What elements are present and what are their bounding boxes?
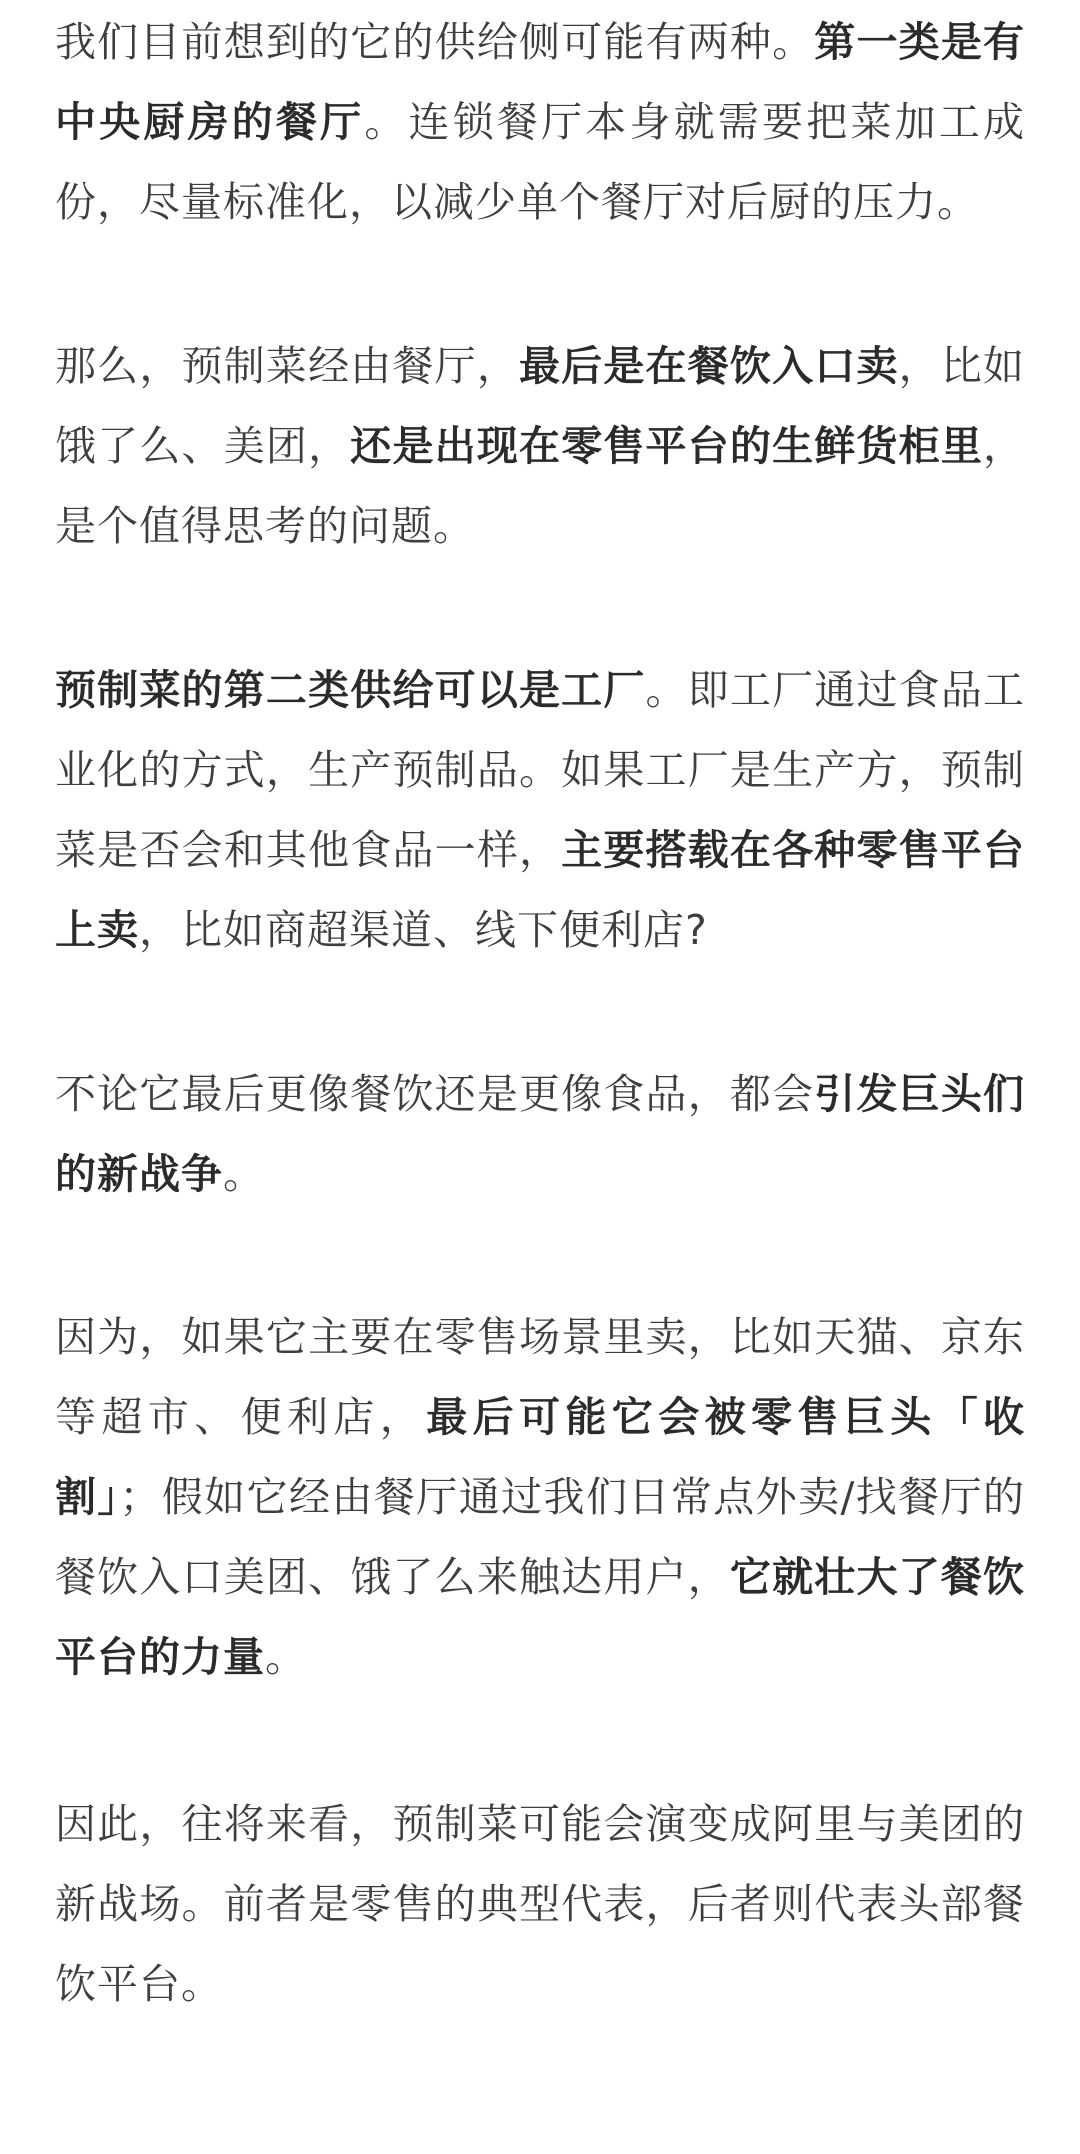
- text-segment: 不论它最后更像餐饮还是更像食品，都会: [55, 1070, 815, 1118]
- paragraph-sales-channel-question: [55, 326, 1025, 566]
- paragraph-retail-vs-catering: [55, 1297, 1025, 1697]
- emphasis-segment: 预制菜的第二类供给可以是工厂: [55, 666, 646, 714]
- paragraph-central-kitchen: [55, 2, 1025, 242]
- text-segment: ，比如商超渠道、线下便利店?: [139, 906, 708, 954]
- text-segment: 那么，预制菜经由餐厅，: [55, 342, 519, 390]
- text-segment: 我们目前想到的它的供给侧可能有两种。: [55, 18, 815, 66]
- emphasis-segment: 第一类是有中央厨房的餐厅: [55, 18, 1026, 146]
- paragraph-conclusion: [55, 1784, 1025, 2024]
- text-segment: 。连锁餐厅本身就需要把菜加工成份，尽量标准化，以减少单个餐厅对后厨的压力。: [55, 98, 1026, 226]
- emphasis-segment: 主要搭载在各种零售平台上卖: [55, 826, 1026, 954]
- text-segment: 因为，如果它主要在零售场景里卖，比如天猫、京东等超市、便利店，: [55, 1313, 1025, 1441]
- emphasis-segment: 引发巨头们的新战争: [55, 1070, 1026, 1198]
- text-segment: ，比如饿了么、美团，: [55, 342, 1026, 470]
- text-segment: 因此，往将来看，预制菜可能会演变成阿里与美团的新战场。前者是零售的典型代表，后者则代表头部餐饮平台。: [55, 1800, 1025, 2008]
- text-segment: 。即工厂通过食品工业化的方式，生产预制品。如果工厂是生产方，预制菜是否会和其他食品一样，: [55, 666, 1026, 874]
- paragraph-factory-supply: [55, 650, 1025, 970]
- emphasis-segment: 最后可能它会被零售巨头「收割」: [55, 1393, 1026, 1521]
- emphasis-segment: 最后是在餐饮入口卖: [519, 342, 899, 390]
- emphasis-segment: 它就壮大了餐饮平台的力量: [55, 1553, 1026, 1681]
- text-segment: ；假如它经由餐厅通过我们日常点外卖/找餐厅的餐饮入口美团、饿了么来触达用户，: [55, 1473, 1026, 1601]
- paragraph-giants-war: [55, 1054, 1025, 1214]
- emphasis-segment: 还是出现在零售平台的生鲜货柜里: [350, 422, 984, 470]
- text-segment: 。: [223, 1150, 265, 1198]
- text-segment: ，是个值得思考的问题。: [55, 422, 1026, 550]
- text-segment: 。: [265, 1633, 307, 1681]
